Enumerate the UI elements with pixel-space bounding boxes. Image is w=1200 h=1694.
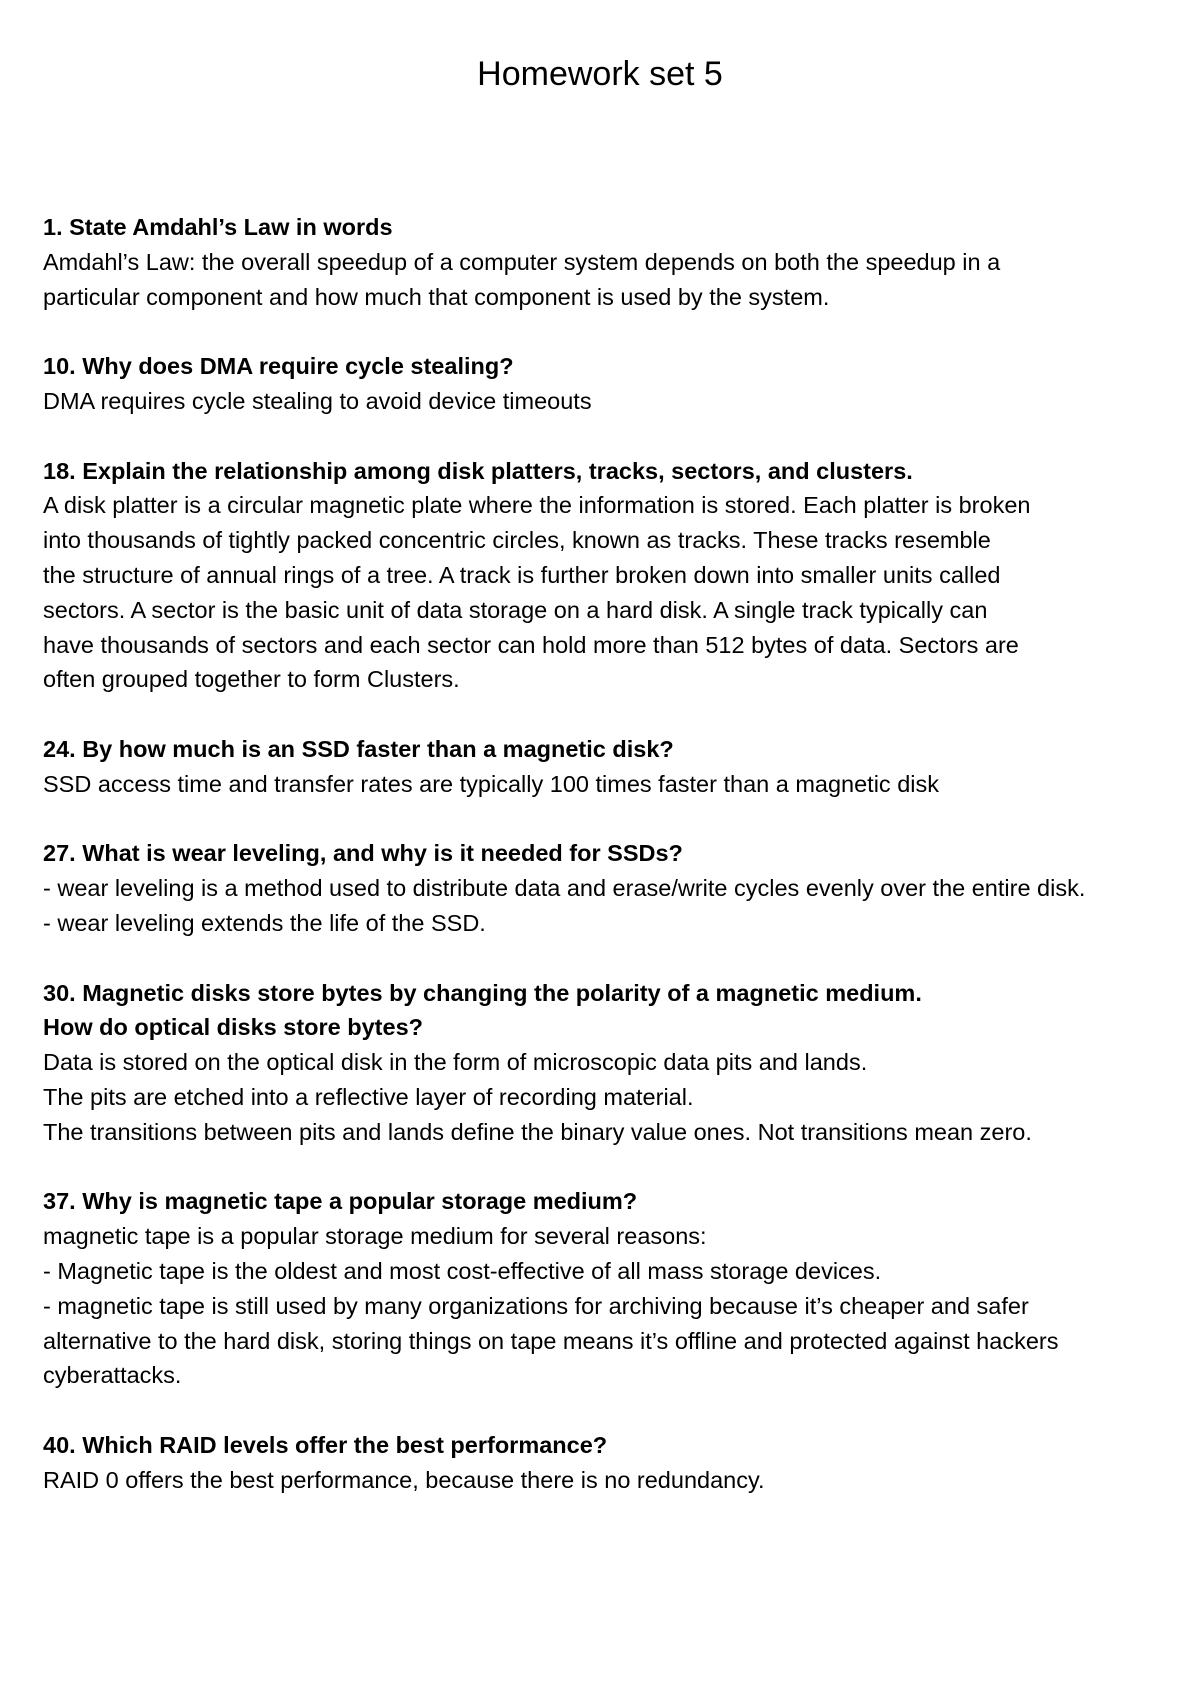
answer-line: have thousands of sectors and each sector can hold more than 512 bytes of data. Sectors are	[43, 631, 1019, 658]
answer-line: - magnetic tape is still used by many organizations for archiving because it’s cheaper and safer	[43, 1292, 1029, 1319]
qa-item	[43, 1184, 1193, 1393]
question-heading: 1. State Amdahl’s Law in words	[43, 214, 393, 240]
question-heading: How do optical disks store bytes?	[43, 1014, 423, 1041]
question-heading: 18. Explain the relationship among disk platters, tracks, sectors, and clusters.	[43, 457, 913, 484]
answer-line: - Magnetic tape is the oldest and most cost-effective of all mass storage devices.	[43, 1257, 882, 1284]
answer-line: particular component and how much that component is used by the system.	[43, 283, 830, 310]
answer-line: - wear leveling extends the life of the SSD.	[43, 909, 486, 936]
qa-item	[43, 454, 1193, 698]
qa-item	[43, 836, 1193, 940]
answer-line: SSD access time and transfer rates are typically 100 times faster than a magnetic disk	[43, 770, 940, 797]
answer-line: RAID 0 offers the best performance, because there is no redundancy.	[43, 1466, 765, 1493]
qa-item	[43, 732, 1193, 802]
question-heading: 37. Why is magnetic tape a popular storage medium?	[43, 1188, 638, 1215]
answer-line: magnetic tape is a popular storage medium for several reasons:	[43, 1223, 707, 1250]
question-heading: 10. Why does DMA require cycle stealing?	[43, 353, 514, 380]
answer-line: The pits are etched into a reflective layer of recording material.	[43, 1083, 694, 1110]
answer-line: the structure of annual rings of a tree. A track is further broken down into smaller units called	[43, 561, 1001, 588]
question-heading: 24. By how much is an SSD faster than a magnetic disk?	[43, 735, 674, 762]
qa-item	[43, 210, 1193, 314]
question-heading: 30. Magnetic disks store bytes by changing the polarity of a magnetic medium.	[43, 979, 922, 1006]
qa-item	[43, 349, 1193, 419]
answer-line: DMA requires cycle stealing to avoid device timeouts	[43, 387, 592, 414]
answer-line: The transitions between pits and lands define the binary value ones. Not transitions mean zero.	[43, 1118, 1032, 1145]
page-title: Homework set 5	[477, 55, 723, 93]
answer-line: Data is stored on the optical disk in the form of microscopic data pits and lands.	[43, 1049, 868, 1076]
answer-line: - wear leveling is a method used to distribute data and erase/write cycles evenly over the entire disk.	[43, 875, 1086, 902]
question-heading: 40. Which RAID levels offer the best performance?	[43, 1431, 608, 1458]
answer-line: often grouped together to form Clusters.	[43, 666, 460, 693]
answer-line: into thousands of tightly packed concentric circles, known as tracks. These tracks resemble	[43, 527, 991, 554]
answer-line: cyberattacks.	[43, 1362, 182, 1389]
answer-line: sectors. A sector is the basic unit of data storage on a hard disk. A single track typically can	[43, 596, 988, 623]
qa-item	[43, 1428, 1193, 1498]
answer-line: Amdahl’s Law: the overall speedup of a computer system depends on both the speedup in a	[43, 248, 1001, 275]
question-heading: 27. What is wear leveling, and why is it needed for SSDs?	[43, 840, 683, 867]
questions-list	[43, 210, 1193, 1532]
answer-line: A disk platter is a circular magnetic plate where the information is stored. Each platter is broken	[43, 492, 1031, 519]
answer-line: alternative to the hard disk, storing things on tape means it’s offline and protected against hackers	[43, 1327, 1059, 1354]
qa-item	[43, 976, 1193, 1150]
